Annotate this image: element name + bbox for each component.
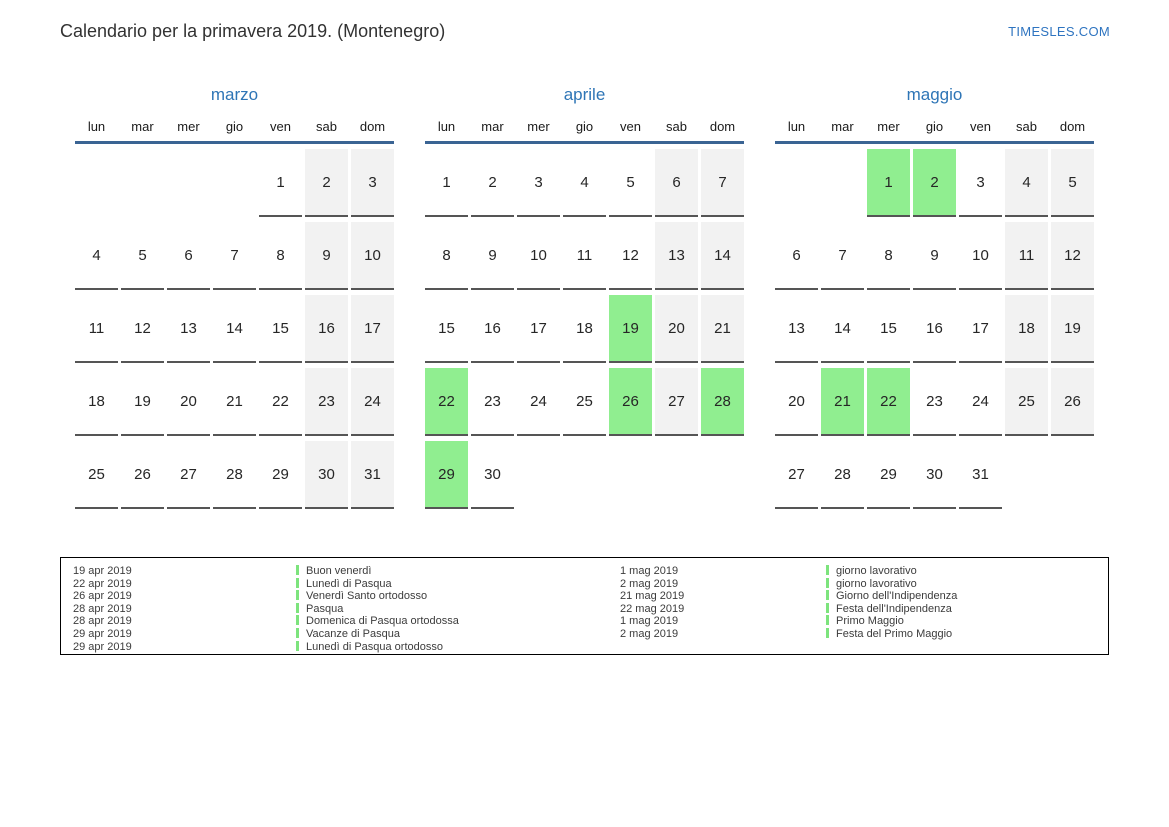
site-link[interactable]: TIMESLES.COM	[1008, 24, 1110, 39]
legend-label: Buon venerdì	[306, 565, 372, 577]
day-cell: 16	[305, 295, 348, 363]
day-cell: 31	[959, 441, 1002, 509]
day-header: mar	[131, 119, 154, 134]
day-cell: 1	[867, 149, 910, 217]
legend-label: Venerdì Santo ortodosso	[306, 590, 428, 603]
legend-date: 1 mag 2019	[620, 615, 679, 628]
day-cell: 6	[167, 222, 210, 290]
week-row	[775, 368, 1094, 436]
legend-entry	[296, 603, 459, 616]
day-headers-row	[425, 118, 744, 144]
day-cell: 29	[425, 441, 468, 509]
legend-entry	[296, 615, 459, 628]
day-cell: 17	[351, 295, 394, 363]
day-cell: 27	[775, 441, 818, 509]
empty-cell	[821, 149, 864, 217]
legend-date: 21 mag 2019	[620, 590, 685, 603]
day-cell: 13	[167, 295, 210, 363]
legend-entry	[826, 603, 957, 616]
day-cell: 12	[609, 222, 652, 290]
holiday-marker-icon	[826, 565, 829, 575]
day-headers-row	[75, 118, 394, 144]
day-header: lun	[87, 119, 106, 134]
empty-cell	[213, 149, 256, 217]
legend-date: 2 mag 2019	[620, 577, 679, 590]
day-cell: 27	[655, 368, 698, 436]
week-row	[425, 368, 744, 436]
week-row	[75, 149, 394, 217]
legend-dates-column-may	[620, 565, 684, 641]
legend-entry	[296, 641, 459, 654]
day-cell: 26	[1051, 368, 1094, 436]
day-cell: 17	[517, 295, 560, 363]
day-cell: 3	[517, 149, 560, 217]
day-cell: 10	[959, 222, 1002, 290]
day-cell: 18	[563, 295, 606, 363]
day-cell: 31	[351, 441, 394, 509]
day-cell: 4	[1005, 149, 1048, 217]
day-cell: 4	[563, 149, 606, 217]
day-cell: 26	[609, 368, 652, 436]
day-cell: 30	[913, 441, 956, 509]
day-cell: 21	[213, 368, 256, 436]
legend-dates-column-april	[73, 565, 132, 653]
legend-entry	[296, 590, 459, 603]
holiday-marker-icon	[826, 578, 829, 588]
empty-cell	[655, 441, 698, 509]
day-cell: 16	[913, 295, 956, 363]
empty-cell	[701, 441, 744, 509]
day-cell: 20	[167, 368, 210, 436]
day-cell: 19	[609, 295, 652, 363]
day-header: mer	[527, 119, 550, 134]
day-cell: 29	[259, 441, 302, 509]
legend-label: giorno lavorativo	[836, 577, 917, 590]
day-cell: 18	[75, 368, 118, 436]
month-marzo	[75, 85, 394, 509]
day-cell: 22	[425, 368, 468, 436]
day-header: dom	[1059, 119, 1086, 134]
day-cell: 21	[701, 295, 744, 363]
holiday-marker-icon	[296, 615, 299, 625]
day-cell: 27	[167, 441, 210, 509]
day-cell: 7	[701, 149, 744, 217]
empty-cell	[517, 441, 560, 509]
legend-label: Giorno dell'Indipendenza	[836, 590, 958, 603]
day-cell: 18	[1005, 295, 1048, 363]
legend-date: 22 apr 2019	[73, 577, 132, 590]
legend-date: 28 apr 2019	[73, 602, 132, 615]
day-cell: 8	[867, 222, 910, 290]
month-title: aprile	[563, 85, 606, 104]
day-cell: 8	[425, 222, 468, 290]
holiday-marker-icon	[296, 641, 299, 651]
legend-entry	[296, 628, 459, 641]
legend-labels-column-april	[296, 565, 459, 653]
legend-label: Domenica di Pasqua ortodossa	[306, 615, 459, 628]
day-cell: 15	[867, 295, 910, 363]
empty-cell	[1005, 441, 1048, 509]
holiday-marker-icon	[296, 603, 299, 613]
week-row	[425, 222, 744, 290]
empty-cell	[1051, 441, 1094, 509]
legend-date: 19 apr 2019	[73, 565, 132, 577]
legend-entry	[826, 615, 957, 628]
day-headers-row	[775, 118, 1094, 144]
day-cell: 22	[867, 368, 910, 436]
day-header: mar	[481, 119, 504, 134]
month-title: maggio	[906, 85, 963, 104]
day-header: mar	[831, 119, 854, 134]
day-cell: 14	[821, 295, 864, 363]
day-cell: 15	[425, 295, 468, 363]
legend-date: 29 apr 2019	[73, 627, 132, 640]
legend-label: giorno lavorativo	[836, 565, 917, 577]
day-cell: 5	[121, 222, 164, 290]
day-cell: 14	[701, 222, 744, 290]
day-cell: 3	[959, 149, 1002, 217]
day-header: mer	[877, 119, 900, 134]
day-cell: 13	[655, 222, 698, 290]
legend-label: Festa del Primo Maggio	[836, 627, 953, 640]
day-cell: 13	[775, 295, 818, 363]
day-cell: 20	[775, 368, 818, 436]
day-cell: 9	[913, 222, 956, 290]
day-cell: 4	[75, 222, 118, 290]
day-header: gio	[925, 119, 944, 134]
month-aprile	[425, 85, 744, 509]
day-cell: 25	[563, 368, 606, 436]
day-cell: 2	[305, 149, 348, 217]
legend-date: 29 apr 2019	[73, 640, 132, 653]
day-cell: 2	[471, 149, 514, 217]
holiday-marker-icon	[826, 590, 829, 600]
legend-labels-column-may	[826, 565, 957, 641]
day-cell: 28	[701, 368, 744, 436]
empty-cell	[167, 149, 210, 217]
holiday-marker-icon	[296, 590, 299, 600]
day-cell: 5	[1051, 149, 1094, 217]
day-cell: 14	[213, 295, 256, 363]
legend-label: Primo Maggio	[836, 615, 904, 628]
day-header: gio	[575, 119, 594, 134]
day-cell: 11	[563, 222, 606, 290]
empty-cell	[609, 441, 652, 509]
day-cell: 11	[1005, 222, 1048, 290]
legend-entry	[826, 590, 957, 603]
day-header: lun	[437, 119, 456, 134]
day-cell: 26	[121, 441, 164, 509]
legend-label: Vacanze di Pasqua	[306, 627, 400, 640]
legend-date: 22 mag 2019	[620, 602, 685, 615]
week-row	[425, 295, 744, 363]
day-cell: 5	[609, 149, 652, 217]
day-cell: 28	[213, 441, 256, 509]
week-row	[425, 441, 744, 509]
day-cell: 6	[655, 149, 698, 217]
day-cell: 24	[517, 368, 560, 436]
months-row	[75, 85, 1094, 509]
day-cell: 3	[351, 149, 394, 217]
week-row	[75, 222, 394, 290]
holiday-marker-icon	[826, 603, 829, 613]
day-cell: 17	[959, 295, 1002, 363]
day-cell: 2	[913, 149, 956, 217]
legend-label: Pasqua	[306, 602, 344, 615]
day-cell: 24	[351, 368, 394, 436]
day-cell: 16	[471, 295, 514, 363]
day-cell: 12	[1051, 222, 1094, 290]
page-title: Calendario per la primavera 2019. (Montenegro)	[60, 21, 446, 41]
day-cell: 10	[517, 222, 560, 290]
day-cell: 23	[305, 368, 348, 436]
legend-date: 26 apr 2019	[73, 590, 132, 603]
day-header: sab	[1016, 119, 1037, 134]
legend-date: 28 apr 2019	[73, 615, 132, 628]
day-cell: 21	[821, 368, 864, 436]
day-cell: 20	[655, 295, 698, 363]
week-row	[75, 295, 394, 363]
day-cell: 1	[259, 149, 302, 217]
day-cell: 24	[959, 368, 1002, 436]
day-cell: 30	[471, 441, 514, 509]
legend-date: 1 mag 2019	[620, 565, 679, 577]
week-row	[75, 441, 394, 509]
day-cell: 11	[75, 295, 118, 363]
month-maggio	[775, 85, 1094, 509]
day-cell: 28	[821, 441, 864, 509]
holiday-marker-icon	[296, 628, 299, 638]
month-title: marzo	[210, 85, 259, 104]
day-cell: 29	[867, 441, 910, 509]
holiday-marker-icon	[826, 628, 829, 638]
day-cell: 25	[1005, 368, 1048, 436]
day-header: lun	[787, 119, 806, 134]
week-row	[775, 149, 1094, 217]
day-cell: 7	[213, 222, 256, 290]
day-header: ven	[620, 119, 641, 134]
holiday-marker-icon	[296, 578, 299, 588]
day-header: sab	[316, 119, 337, 134]
day-cell: 10	[351, 222, 394, 290]
day-header: dom	[709, 119, 736, 134]
day-cell: 23	[471, 368, 514, 436]
week-row	[775, 222, 1094, 290]
legend-label: Lunedì di Pasqua ortodosso	[306, 640, 443, 653]
day-cell: 22	[259, 368, 302, 436]
day-cell: 1	[425, 149, 468, 217]
holiday-marker-icon	[296, 565, 299, 575]
legend-entry	[296, 578, 459, 591]
empty-cell	[563, 441, 606, 509]
week-row	[775, 441, 1094, 509]
legend-date: 2 mag 2019	[620, 627, 679, 640]
day-cell: 7	[821, 222, 864, 290]
day-header: dom	[359, 119, 386, 134]
legend-entry	[826, 578, 957, 591]
day-header: ven	[970, 119, 991, 134]
day-cell: 30	[305, 441, 348, 509]
day-header: sab	[666, 119, 687, 134]
week-row	[775, 295, 1094, 363]
day-cell: 8	[259, 222, 302, 290]
empty-cell	[75, 149, 118, 217]
legend-entry	[296, 565, 459, 578]
day-header: gio	[225, 119, 244, 134]
day-cell: 19	[121, 368, 164, 436]
legend-label: Festa dell'Indipendenza	[836, 602, 952, 615]
day-cell: 9	[305, 222, 348, 290]
empty-cell	[121, 149, 164, 217]
legend-label: Lunedì di Pasqua	[306, 577, 392, 590]
week-row	[425, 149, 744, 217]
day-cell: 15	[259, 295, 302, 363]
day-cell: 9	[471, 222, 514, 290]
holiday-marker-icon	[826, 615, 829, 625]
day-header: mer	[177, 119, 200, 134]
holiday-legend	[60, 557, 1109, 655]
day-cell: 23	[913, 368, 956, 436]
day-cell: 25	[75, 441, 118, 509]
day-header: ven	[270, 119, 291, 134]
day-cell: 12	[121, 295, 164, 363]
day-cell: 19	[1051, 295, 1094, 363]
legend-entry	[826, 628, 957, 641]
empty-cell	[775, 149, 818, 217]
day-cell: 6	[775, 222, 818, 290]
week-row	[75, 368, 394, 436]
legend-entry	[826, 565, 957, 578]
